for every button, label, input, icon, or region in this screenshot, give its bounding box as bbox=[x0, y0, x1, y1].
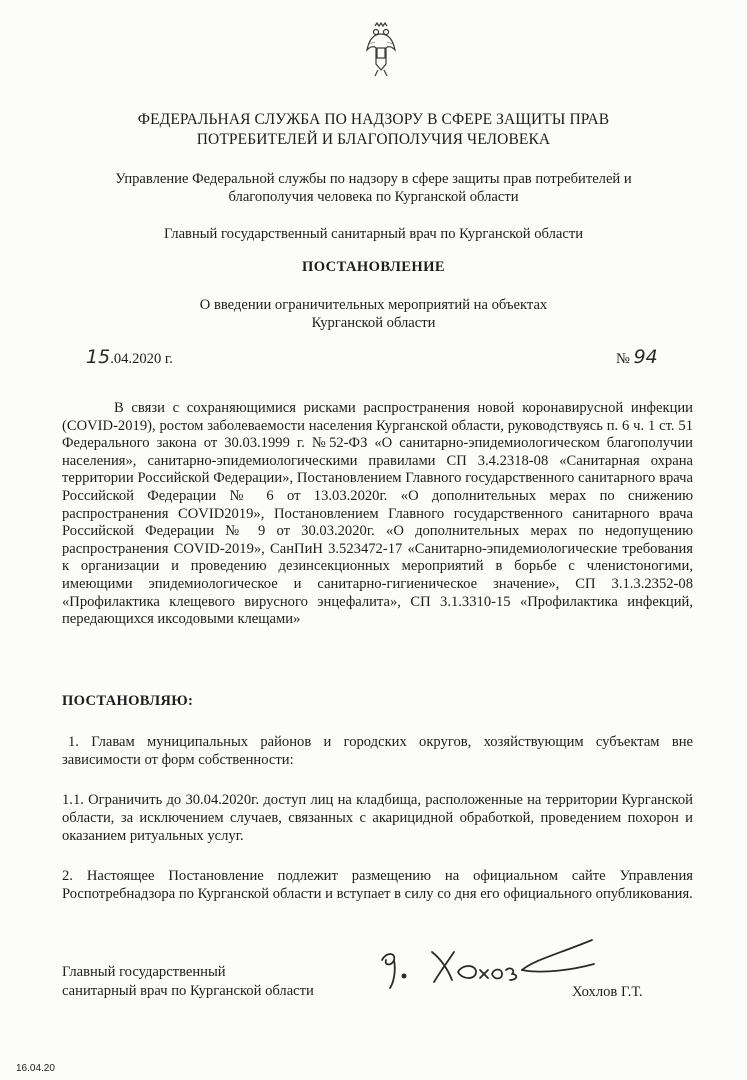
signatory-title-line-1: Главный государственный bbox=[62, 964, 226, 980]
number-handwritten: 94 bbox=[633, 346, 658, 368]
decree-heading: ПОСТАНОВЛЯЮ: bbox=[62, 693, 194, 709]
item-1: 1. Главам муниципальных районов и городских округов, хозяйствующим субъектам вне зависимости от форм собственности: bbox=[62, 734, 693, 768]
agency-heading bbox=[60, 110, 687, 150]
date-day-handwritten: 15 bbox=[86, 346, 111, 368]
preamble-paragraph: В связи с сохраняющимися рисками распространения новой коронавирусной инфекции (COVID-2019), ростом заболеваемости населения Курганской области, руководствуясь п. 6 ч. 1 ст. 51 Федерального закона от 30.03.1999 г. №52-ФЗ «О санитарно-эпидемиологическом благополучии населения», санитарно-эпидемиологическими правилами СП 3.4.2318-08 «Санитарная охрана территории Российской Федерации», Постановлением Главного государственного санитарного врача Российской Федерации № 6 от 13.03.2020г. «О дополнительных мерах по снижению распространения COVID2019», Постановлением Главного государственного санитарного врача Российской Федерации № 9 от 30.03.2020г. «О дополнительных мерах по недопущению распространения COVID-2019», СанПиН 3.523472-17 «Санитарно-эпидемиологические требования к организации и проведению дезинсекционных мероприятий в борьбе с членистоногими, имеющими эпидемиологическое и санитарно-гигиеническое значение», СП 3.1.3.2352-08 «Профилактика клещевого вирусного энцефалита», СП 3.1.3310-15 «Профилактика инфекций, передающихся иксодовыми клещами» bbox=[62, 400, 693, 628]
department-line-1: Управление Федеральной службы по надзору в сфере защиты прав потребителей и bbox=[115, 171, 632, 187]
footer-date: 16.04.20 bbox=[16, 1063, 55, 1074]
item-2: 2. Настоящее Постановление подлежит размещению на официальном сайте Управления Роспотребнадзора по Курганской области и вступает в силу со дня его официального опубликования. bbox=[62, 868, 693, 902]
signatory-name: Хохлов Г.Т. bbox=[572, 984, 643, 1000]
signatory-title-line-2: санитарный врач по Курганской области bbox=[62, 983, 314, 999]
document-type: ПОСТАНОВЛЕНИЕ bbox=[301, 259, 446, 275]
document-number bbox=[616, 346, 658, 368]
item-1-1: 1.1. Ограничить до 30.04.2020г. доступ лиц на кладбища, расположенные на территории Курганской области, за исключением случаев, связанных с акарицидной обработкой, проведением похорон и оказанием ритуальных услуг. bbox=[62, 792, 693, 844]
number-label: № bbox=[616, 351, 630, 367]
chief-heading: Главный государственный санитарный врач по Курганской области bbox=[163, 226, 584, 242]
department-line-2: благополучия человека по Курганской области bbox=[228, 189, 519, 205]
double-headed-eagle-icon bbox=[363, 20, 399, 80]
handwritten-signature bbox=[372, 930, 602, 1000]
document-date bbox=[86, 346, 173, 368]
document-subject bbox=[60, 296, 687, 332]
subject-line-2: Курганской области bbox=[311, 315, 436, 331]
department-heading bbox=[60, 170, 687, 206]
signature-text: Г. Хохлов bbox=[372, 930, 377, 931]
subject-line-1: О введении ограничительных мероприятий на объектах bbox=[199, 297, 548, 313]
signatory-title bbox=[62, 963, 314, 1001]
agency-line-1: ФЕДЕРАЛЬНАЯ СЛУЖБА ПО НАДЗОРУ В СФЕРЕ ЗАЩИТЫ ПРАВ bbox=[137, 111, 610, 128]
agency-line-2: ПОТРЕБИТЕЛЕЙ И БЛАГОПОЛУЧИЯ ЧЕЛОВЕКА bbox=[196, 131, 551, 148]
date-rest: .04.2020 г. bbox=[110, 351, 173, 367]
